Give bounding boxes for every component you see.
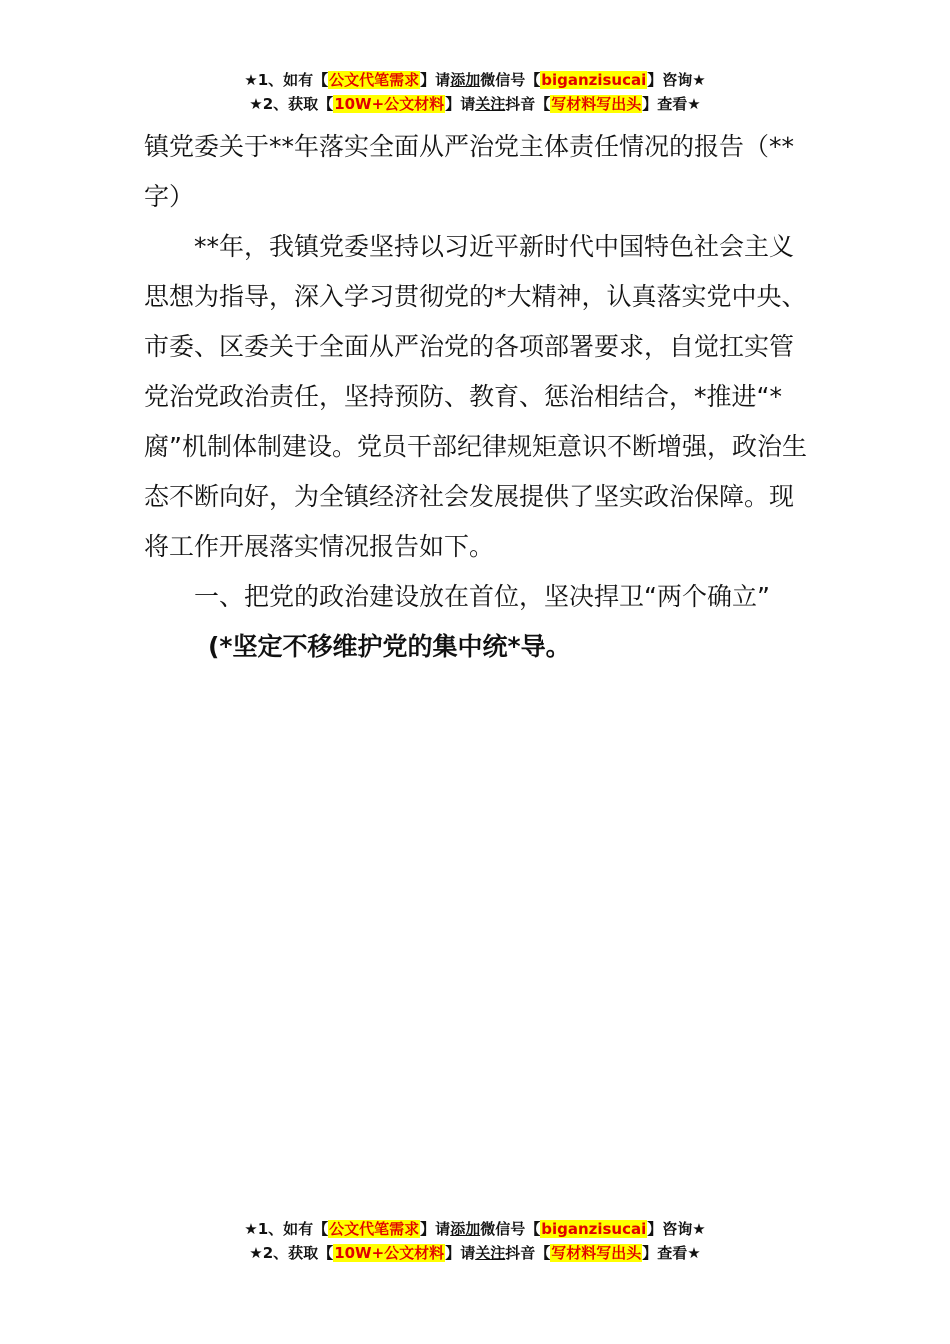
banner-text: 】查看★ xyxy=(642,95,701,113)
banner-underlined-text: 添加 xyxy=(450,71,481,89)
banner-text: 微信号【 xyxy=(480,71,541,89)
banner-underlined-text: 关注 xyxy=(475,1244,506,1262)
banner-highlight: 公文代笔需求 xyxy=(329,1220,420,1238)
banner-highlight: biganzisucai xyxy=(541,1220,647,1238)
banner-highlight: 10W+公文材料 xyxy=(334,95,445,113)
banner-highlight: 公文代笔需求 xyxy=(329,71,420,89)
banner-text: 】请 xyxy=(445,1244,476,1262)
banner-highlight: 10W+公文材料 xyxy=(334,1244,445,1262)
banner-text: ★1、如有【 xyxy=(244,1220,329,1238)
banner-text: 】请 xyxy=(420,1220,451,1238)
banner-text: ★1、如有【 xyxy=(244,71,329,89)
banner-text: 抖音【 xyxy=(505,1244,551,1262)
banner-highlight: 写材料写出头 xyxy=(551,95,642,113)
banner-text: 】请 xyxy=(445,95,476,113)
banner-underlined-text: 添加 xyxy=(450,1220,481,1238)
banner-text: 】咨询★ xyxy=(647,1220,706,1238)
banner-line-2 xyxy=(0,1241,950,1265)
banner-highlight: 写材料写出头 xyxy=(551,1244,642,1262)
intro-paragraph: **年，我镇党委坚持以习近平新时代中国特色社会主义思想为指导，深入学习贯彻党的*大精神，认真落实党中央、市委、区委关于全面从严治党的各项部署要求，自觉扛实管党治党政治责任，坚持预防、教育、惩治相结合，*推进“*腐”机制体制建设。党员干部纪律规矩意识不断增强，政治生态不断向好，为全镇经济社会发展提供了坚实政治保障。现将工作开展落实情况报告如下。 xyxy=(144,232,807,561)
header-banner xyxy=(0,68,950,116)
section-1-heading: 一、把党的政治建设放在首位，坚决捍卫“两个确立” xyxy=(194,582,770,611)
banner-text: ★2、获取【 xyxy=(249,1244,334,1262)
banner-text: 】查看★ xyxy=(642,1244,701,1262)
banner-text: 】咨询★ xyxy=(647,71,706,89)
banner-text: 微信号【 xyxy=(480,1220,541,1238)
document-title: 镇党委关于**年落实全面从严治党主体责任情况的报告（**字） xyxy=(144,132,795,211)
footer-banner xyxy=(0,1217,950,1265)
banner-line-1 xyxy=(0,68,950,92)
banner-underlined-text: 关注 xyxy=(475,95,506,113)
document-body xyxy=(144,122,808,672)
banner-line-2 xyxy=(0,92,950,116)
section-1-subheading: (*坚定不移维护党的集中统*导。 xyxy=(208,632,571,661)
banner-highlight: biganzisucai xyxy=(541,71,647,89)
banner-text: ★2、获取【 xyxy=(249,95,334,113)
banner-line-1 xyxy=(0,1217,950,1241)
banner-text: 】请 xyxy=(420,71,451,89)
banner-text: 抖音【 xyxy=(505,95,551,113)
